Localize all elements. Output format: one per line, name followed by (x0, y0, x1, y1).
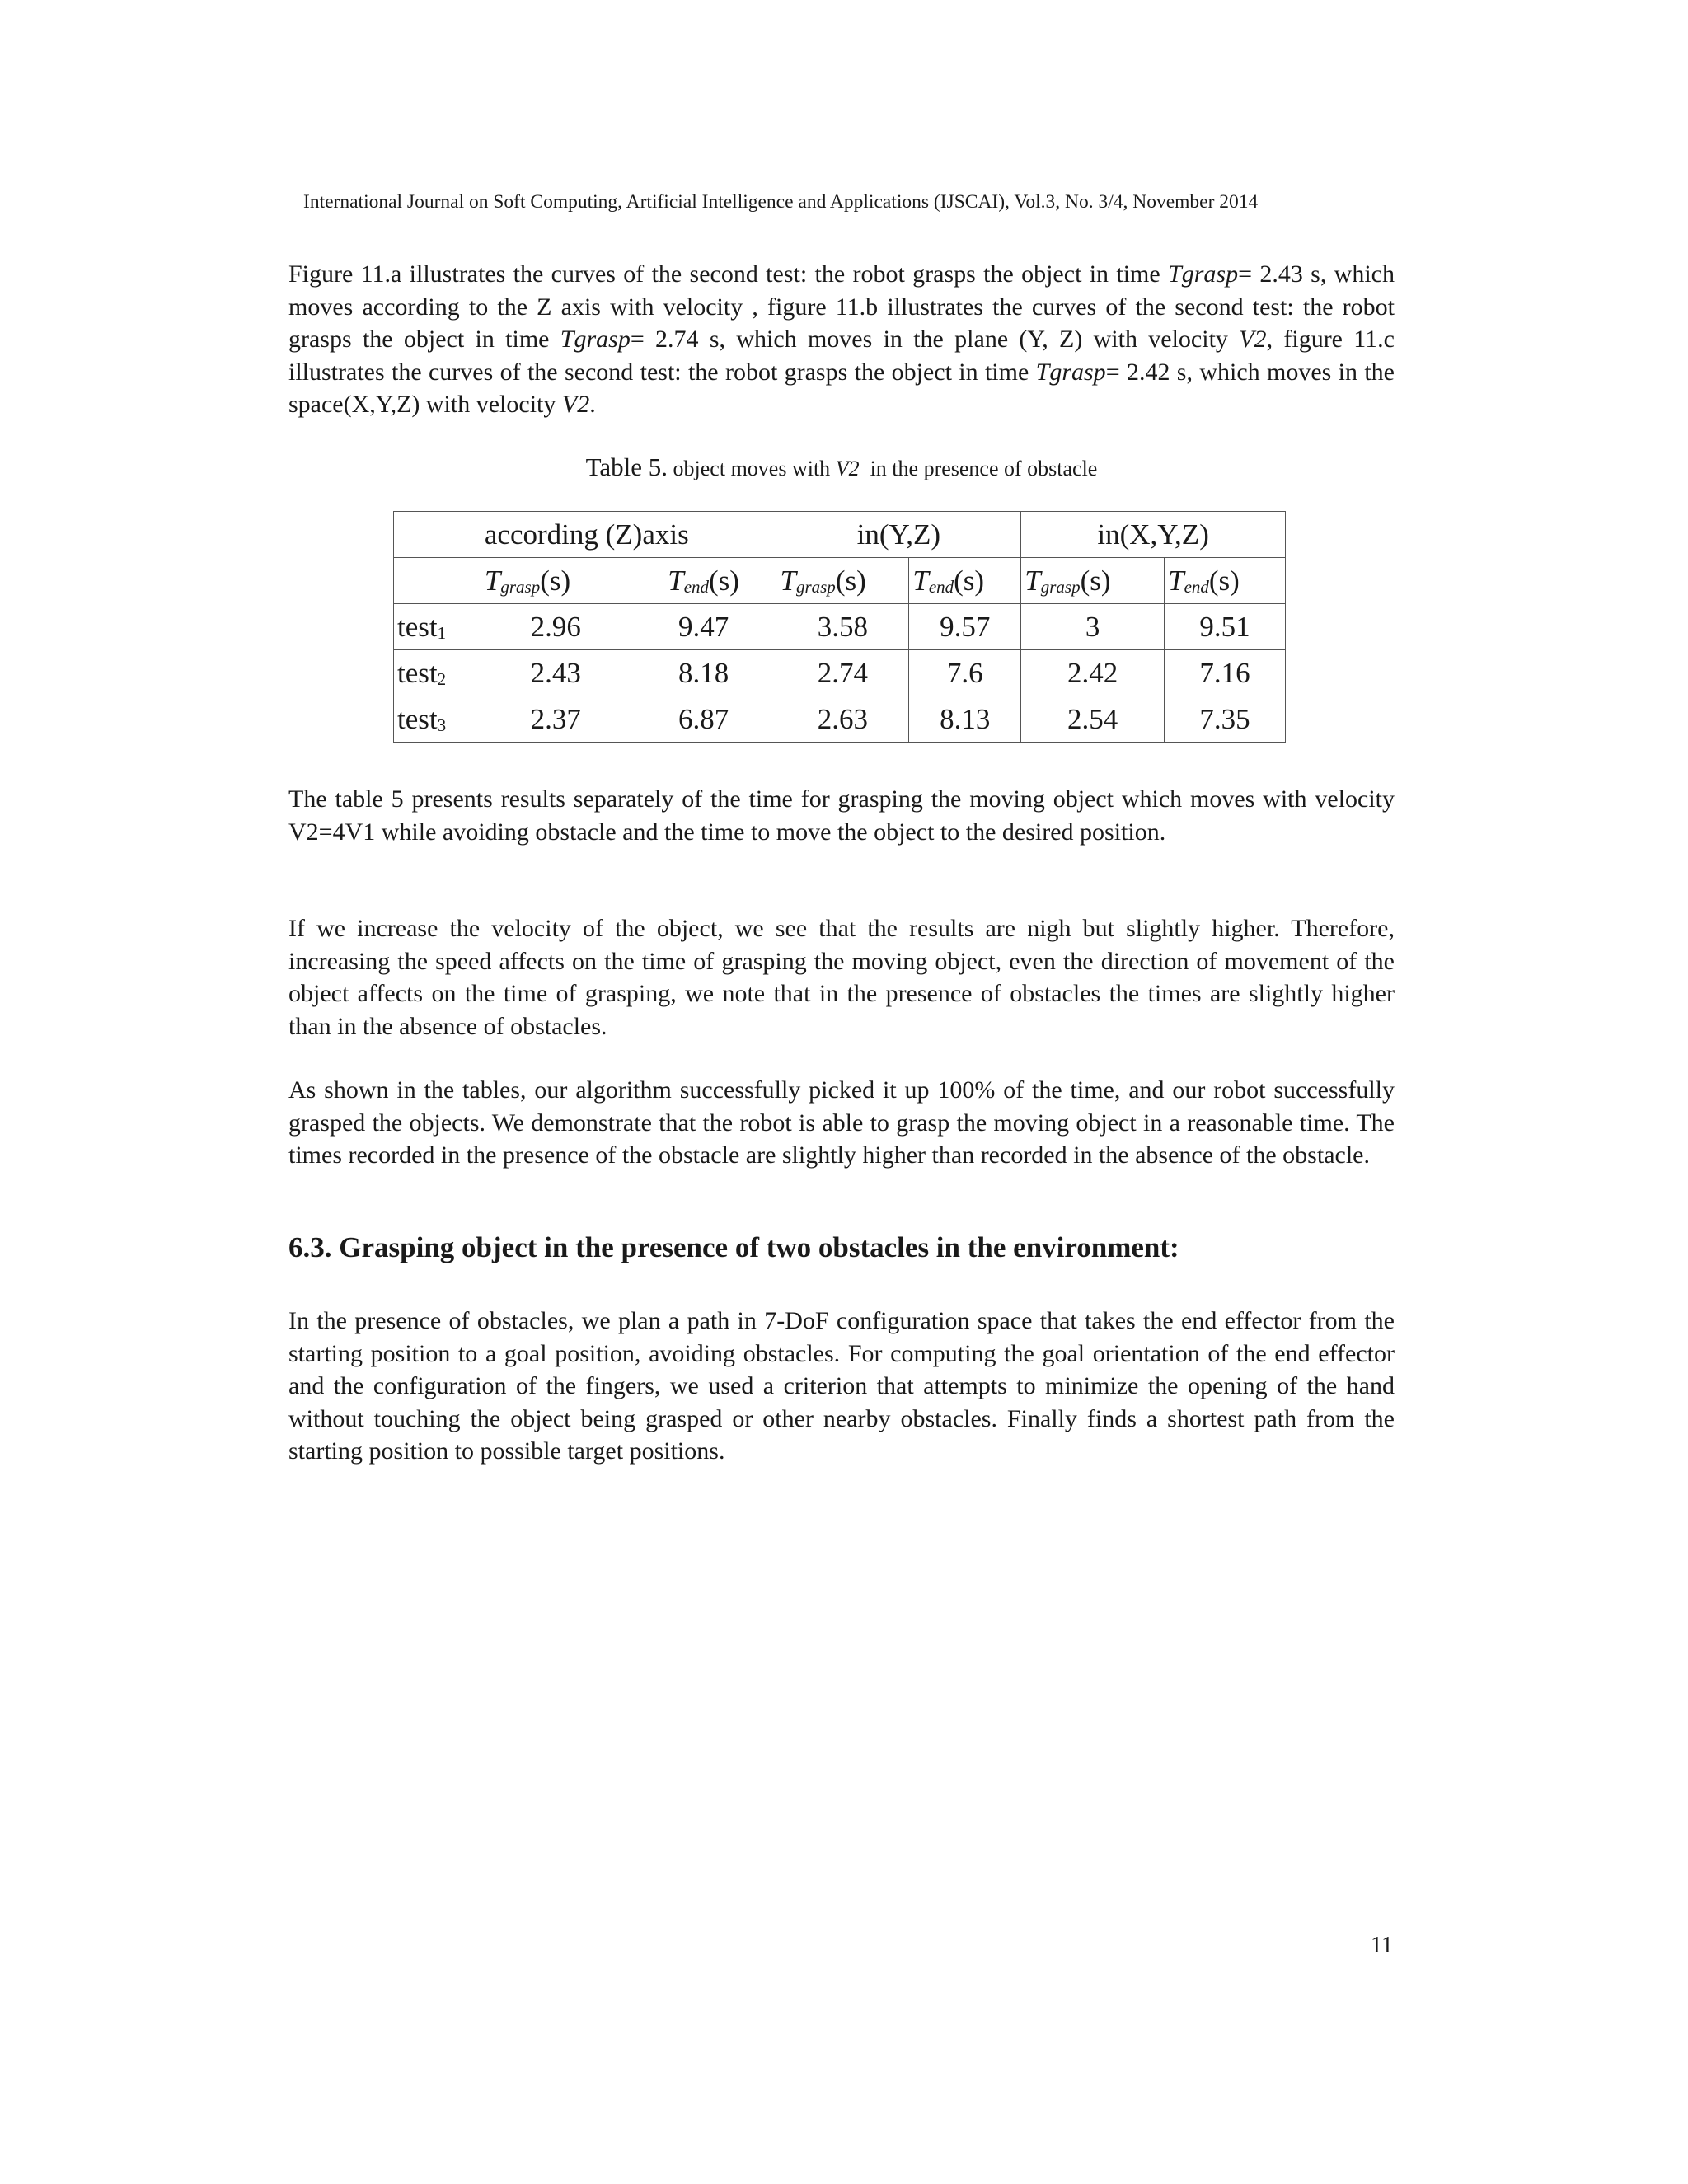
results-paragraph: The table 5 presents results separately of the time for grasping the moving object which moves with velocity V2=4V1 while avoiding obstacle and the time to move the object to the desired position. (288, 785, 1395, 846)
tend-header: $T_{end}(s)$ (1165, 558, 1286, 604)
table-cell: 7.16 (1165, 650, 1286, 696)
section-heading: 6.3. Grasping object in the presence of two obstacles in the environment: (288, 1231, 1179, 1263)
tend-header: $T_{end}(s)$ (909, 558, 1021, 604)
table-cell: 6.87 (631, 696, 776, 743)
table-cell: 2.74 (776, 650, 909, 696)
tgrasp-header: $T_{grasp}(s)$ (481, 558, 631, 604)
page-number: 11 (1371, 1933, 1393, 1958)
tgrasp-header: $T_{grasp}(s)$ (1021, 558, 1165, 604)
table-cell: 9.47 (631, 604, 776, 650)
table-cell: 2.37 (481, 696, 631, 743)
table-cell: 2.54 (1021, 696, 1165, 743)
table-cell: 2.96 (481, 604, 631, 650)
row-label: test$_1$ (394, 604, 481, 650)
table-row (394, 650, 1286, 696)
table-cell: 3 (1021, 604, 1165, 650)
table-cell: 8.13 (909, 696, 1021, 743)
table-cell: 2.63 (776, 696, 909, 743)
table-cell: 9.51 (1165, 604, 1286, 650)
results-table (393, 511, 1286, 743)
table-caption: Table 5. object moves with V2 in the presence of obstacle (585, 452, 1098, 481)
row-label: test$_3$ (394, 696, 481, 743)
row-label: test$_2$ (394, 650, 481, 696)
tend-header: $T_{end}(s)$ (631, 558, 776, 604)
table-row (394, 696, 1286, 743)
intro-paragraph: Figure 11.a illustrates the curves of the second test: the robot grasps the object in time Tgrasp= 2.43 s, which moves according to the Z axis with velocity , figure 11.b illustrates the curves of the second test: the robot grasps the object in time Tgrasp= 2.74 s, which moves in the plane (Y, Z) with velocity V2, figure 11.c illustrates the curves of the second test: the robot grasps the object in time Tgrasp= 2.42 s, which moves in the space(X,Y,Z) with velocity V2. (288, 260, 1395, 418)
tables-paragraph: As shown in the tables, our algorithm successfully picked it up 100% of the time, and our robot successfully grasped the objects. We demonstrate that the robot is able to grasp the moving object in a reasonable time. The times recorded in the presence of the obstacle are slightly higher than recorded in the absence of the obstacle. (288, 1076, 1395, 1169)
table-cell: 9.57 (909, 604, 1021, 650)
table-cell: 2.42 (1021, 650, 1165, 696)
table-subheader-row (394, 558, 1286, 604)
velocity-paragraph: If we increase the velocity of the object, we see that the results are nigh but slightly higher. Therefore, increasing the speed affects on the time of grasping the moving object, even the direction of movement of the object affects on the time of grasping, we note that in the presence of obstacles the times are slightly higher than in the absence of obstacles. (288, 915, 1395, 1040)
table-cell: 7.6 (909, 650, 1021, 696)
group-header: according (Z)axis (481, 512, 776, 558)
table-cell: 8.18 (631, 650, 776, 696)
table-cell: 3.58 (776, 604, 909, 650)
tgrasp-header: $T_{grasp}(s)$ (776, 558, 909, 604)
table-header-row (394, 512, 1286, 558)
table-cell: 7.35 (1165, 696, 1286, 743)
table-row (394, 604, 1286, 650)
planning-paragraph: In the presence of obstacles, we plan a path in 7-DoF configuration space that takes the end effector from the starting position to a goal position, avoiding obstacles. For computing the goal orientation of the end effector and the configuration of the fingers, we used a criterion that attempts to minimize the opening of the hand without touching the object being grasped or other nearby obstacles. Finally finds a shortest path from the starting position to possible target positions. (288, 1307, 1395, 1465)
group-header: in(Y,Z) (776, 512, 1021, 558)
group-header: in(X,Y,Z) (1021, 512, 1286, 558)
table-cell: 2.43 (481, 650, 631, 696)
journal-header: International Journal on Soft Computing, Artificial Intelligence and Applications (IJSCAI), Vol.3, No. 3/4, November 2014 (303, 191, 1259, 213)
